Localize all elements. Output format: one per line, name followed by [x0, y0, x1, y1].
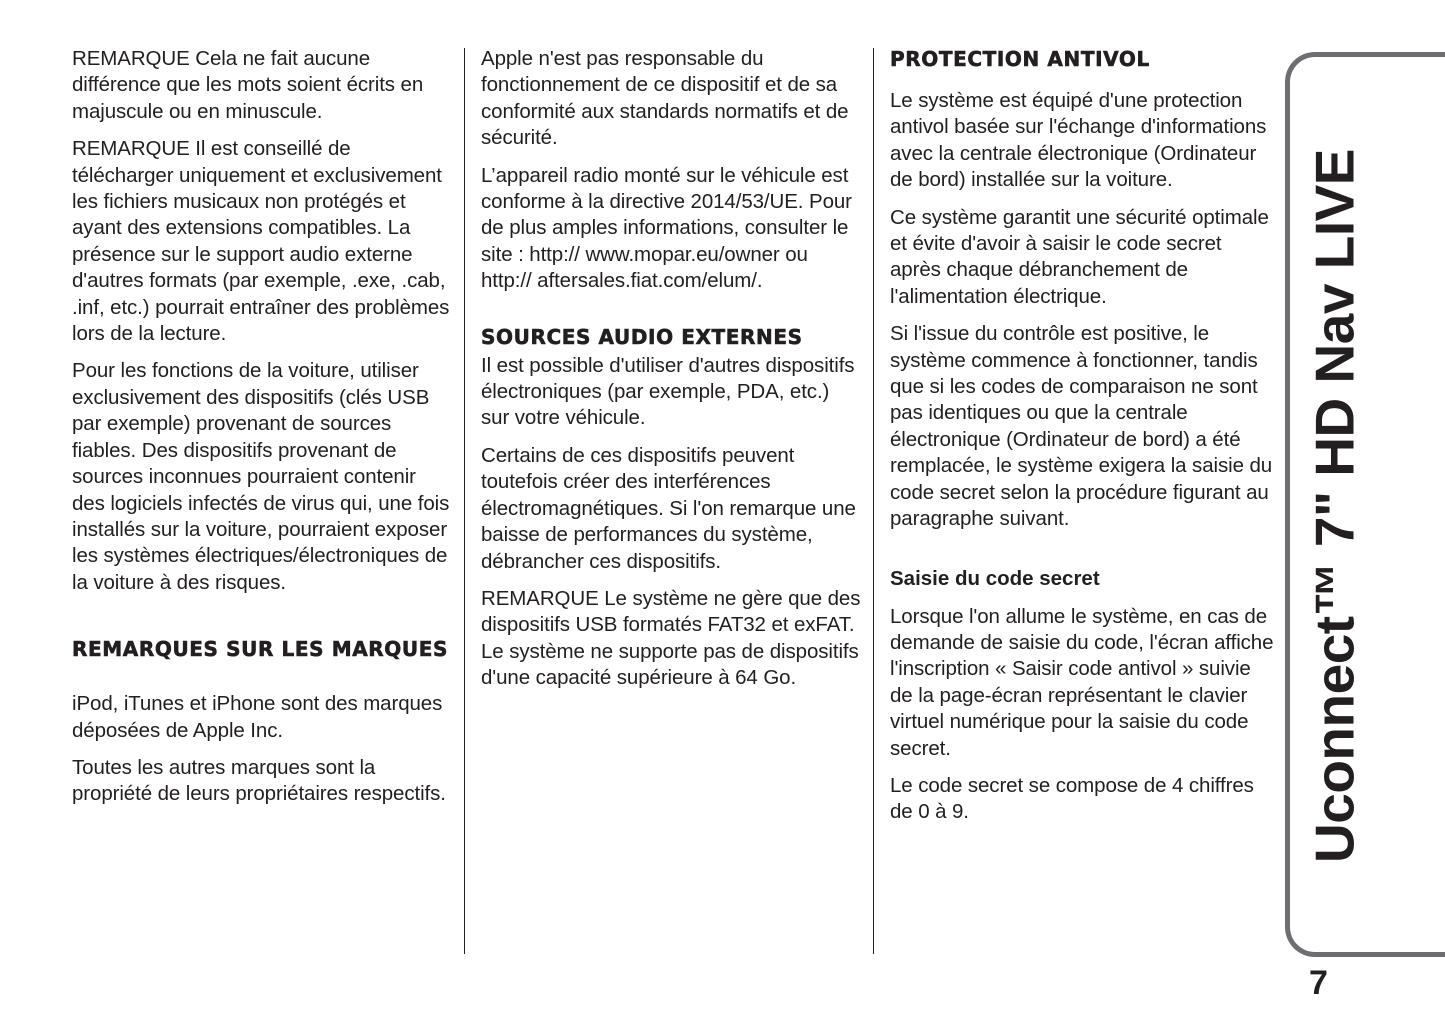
paragraph: L’appareil radio monté sur le véhicule est conforme à la directive 2014/53/UE. Pour de plus amples informations, consulter le site : http:// www.mopar.eu/owner ou http:// aftersales.fiat.com/elum/. [481, 163, 852, 293]
paragraph: Le système est équipé d'une protection antivol basée sur l'échange d'informations avec la centrale électronique (Ordinateur de bord) installée sur la voiture. [890, 89, 1267, 192]
paragraph: Ce système garantit une sécurité optimale et évite d'avoir à saisir le code secret après chaque débranchement de l'alimentation électrique. [890, 205, 1269, 308]
external-audio-heading: SOURCES AUDIO EXTERNES [481, 324, 803, 349]
paragraph: Si l'issue du contrôle est positive, le système commence à fonctionner, tandis que si les codes de comparaison ne sont pas identiques ou que la centrale électronique (Ordinateur de bord) a été remplacée, le système exigera la saisie du code secret selon la procédure figurant au paragraphe suivant. [890, 322, 1273, 531]
column-3 [890, 46, 1275, 837]
paragraph: Apple n'est pas responsable du fonctionnement de ce dispositif et de sa conformité aux standards normatifs et de sécurité. [481, 47, 849, 150]
paragraph: Pour les fonctions de la voiture, utiliser exclusivement des dispositifs (clés USB par exemple) provenant de sources fiables. Des dispositifs provenant de sources inconnues pourraient contenir des logiciels infectés de virus qui, une fois installés sur la voiture, pourraient exposer les systèmes électriques/électroniques de la voiture à des risques. [72, 359, 450, 594]
paragraph: Le code secret se compose de 4 chiffres de 0 à 9. [890, 773, 1254, 824]
paragraph: REMARQUE Le système ne gère que des dispositifs USB formatés FAT32 et exFAT. Le système ne supporte pas de dispositifs d'une capacité supérieure à 64 Go. [481, 586, 861, 690]
paragraph: REMARQUE Cela ne fait aucune différence que les mots soient écrits en majuscule ou en minuscule. [72, 47, 424, 123]
secret-code-subheading: Saisie du code secret [890, 566, 1100, 590]
paragraph: Certains de ces dispositifs peuvent toutefois créer des interférences électromagnétiques. Si l'on remarque une baisse de performances du système, débrancher ces dispositifs. [481, 443, 856, 573]
column-1 [72, 46, 454, 819]
trademarks-heading: REMARQUES SUR LES MARQUES [72, 637, 448, 662]
paragraph: Il est possible d'utiliser d'autres dispositifs électroniques (par exemple, PDA, etc.) sur votre véhicule. [481, 353, 855, 430]
column-divider [464, 48, 465, 954]
column-2 [481, 46, 863, 703]
paragraph: iPod, iTunes et iPhone sont des marques déposées de Apple Inc. [72, 692, 443, 742]
column-divider [873, 48, 874, 954]
antitheft-heading: PROTECTION ANTIVOL [890, 47, 1150, 71]
paragraph: REMARQUE Il est conseillé de télécharger uniquement et exclusivement les fichiers musicaux non protégés et ayant des extensions compatibles. La présence sur le support audio externe d'autres formats (par exemple, .exe, .cab, .inf, etc.) pourrait entraîner des problèmes lors de la lecture. [72, 137, 450, 346]
paragraph: Toutes les autres marques sont la propriété de leurs propriétaires respectifs. [72, 755, 446, 806]
paragraph: Lorsque l'on allume le système, en cas de demande de saisie du code, l'écran affiche l'inscription « Saisir code antivol » suivie de la page-écran représentant le clavier virtuel numérique pour la saisie du code secret. [890, 604, 1274, 760]
page-number: 7 [1309, 964, 1328, 1002]
chapter-title: Uconnect™ 7" HD Nav LIVE [1303, 149, 1366, 863]
